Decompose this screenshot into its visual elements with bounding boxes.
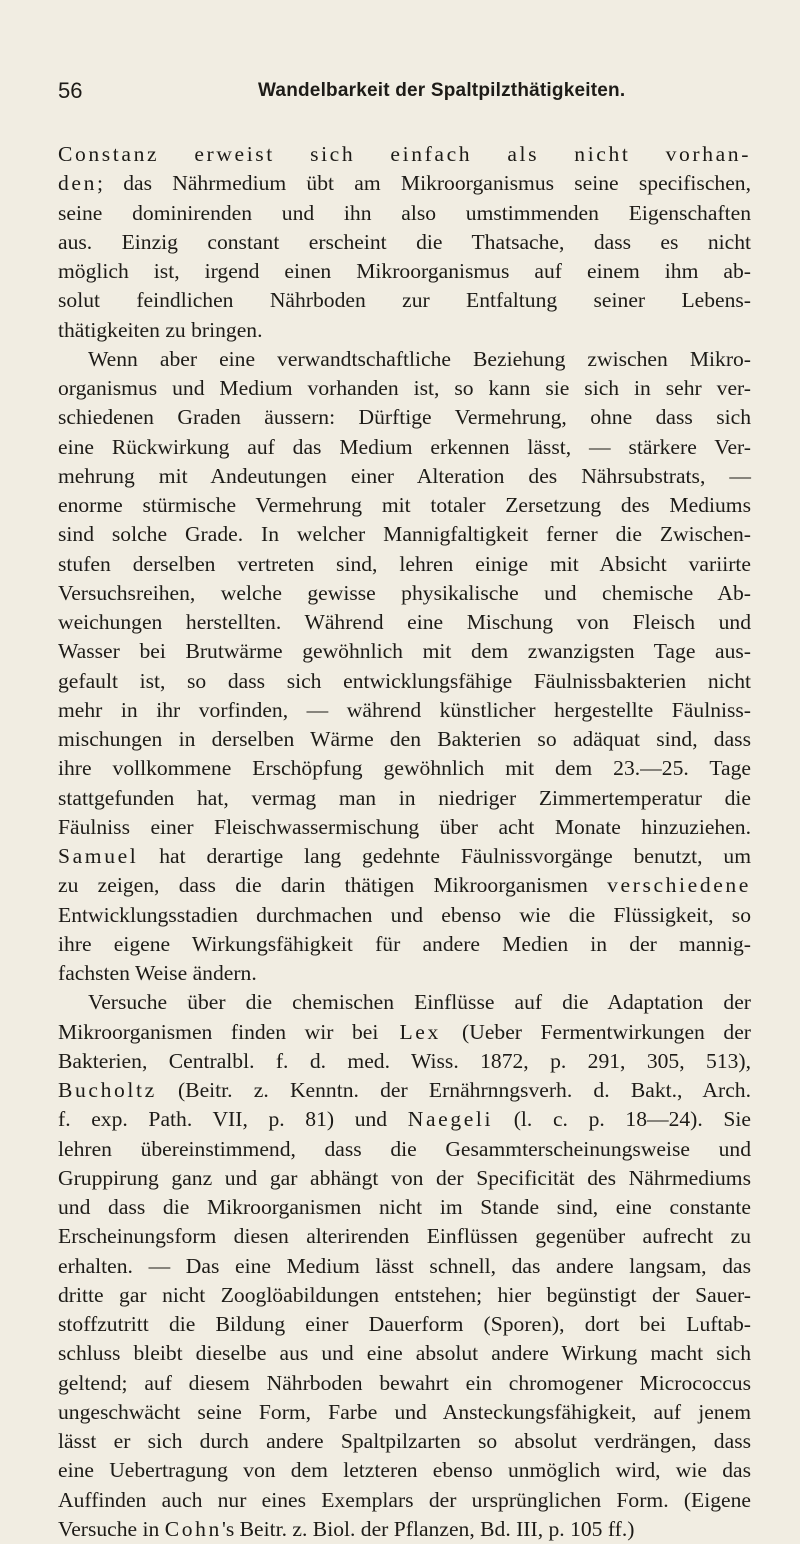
text-line: stoffzutritt die Bildung einer Dauerform (Sporen), dort bei Luftab- bbox=[58, 1312, 751, 1336]
text-line: zu zeigen, dass die darin thätigen Mikroorganismen verschiedene bbox=[58, 873, 751, 898]
text-line: eine Uebertragung von dem letzteren ebenso unmöglich wird, wie das bbox=[58, 1458, 751, 1483]
text-line: erhalten. — Das eine Medium lässt schnell, das andere langsam, das bbox=[58, 1253, 751, 1278]
running-title: Wandelbarkeit der Spaltpilzthätigkeiten. bbox=[258, 80, 626, 101]
text-line: enorme stürmische Vermehrung mit totaler Zersetzung des Mediums bbox=[58, 493, 751, 517]
text-line: geltend; auf diesem Nährboden bewahrt ein chromogener Micrococcus bbox=[58, 1370, 751, 1395]
text-line: Wasser bei Brutwärme gewöhnlich mit dem zwanzigsten Tage aus- bbox=[58, 639, 751, 664]
text-line: Entwicklungsstadien durchmachen und ebenso wie die Flüssigkeit, so bbox=[58, 902, 751, 927]
text-line: stufen derselben vertreten sind, lehren einige mit Absicht variirte bbox=[58, 551, 751, 576]
text-line: mehrung mit Andeutungen einer Alteration des Nährsubstrats, — bbox=[58, 463, 751, 488]
body-text bbox=[58, 140, 751, 1544]
text-line: ungeschwächt seine Form, Farbe und Ansteckungsfähigkeit, auf jenem bbox=[58, 1399, 751, 1424]
text-line: mehr in ihr vorfinden, — während künstlicher hergestellte Fäulniss- bbox=[58, 697, 751, 722]
text-line: Versuche in Cohn's Beitr. z. Biol. der Pflanzen, Bd. III, p. 105 ff.) bbox=[58, 1516, 635, 1541]
text-line: schiedenen Graden äussern: Dürftige Vermehrung, ohne dass sich bbox=[58, 405, 751, 430]
text-line: Samuel hat derartige lang gedehnte Fäulnissvorgänge benutzt, um bbox=[58, 844, 751, 868]
text-line: den; das Nährmedium übt am Mikroorganismus seine specifischen, bbox=[58, 171, 751, 196]
text-line: Auffinden auch nur eines Exemplars der ursprünglichen Form. (Eigene bbox=[58, 1487, 751, 1512]
text-line: Fäulniss einer Fleischwassermischung über acht Monate hinzuziehen. bbox=[58, 814, 751, 839]
text-line: ihre vollkommene Erschöpfung gewöhnlich mit dem 23.—25. Tage bbox=[58, 756, 751, 781]
text-line: Constanz erweist sich einfach als nicht vorhan- bbox=[58, 142, 751, 166]
text-line: und dass die Mikroorganismen nicht im Stande sind, eine constante bbox=[58, 1195, 751, 1219]
text-line: thätigkeiten zu bringen. bbox=[58, 317, 263, 342]
text-line: Bakterien, Centralbl. f. d. med. Wiss. 1872, p. 291, 305, 513), bbox=[58, 1048, 751, 1073]
text-line: f. exp. Path. VII, p. 81) und Naegeli (l. c. p. 18—24). Sie bbox=[58, 1107, 751, 1132]
text-line: stattgefunden hat, vermag man in niedriger Zimmertemperatur die bbox=[58, 785, 751, 810]
text-line: gefault ist, so dass sich entwicklungsfähige Fäulnissbakterien nicht bbox=[58, 668, 751, 693]
text-line: Mikroorganismen finden wir bei Lex (Ueber Fermentwirkungen der bbox=[58, 1019, 751, 1044]
text-line: Gruppirung ganz und gar abhängt von der Specificität des Nährmediums bbox=[58, 1165, 751, 1190]
text-line: Versuche über die chemischen Einflüsse auf die Adaptation der bbox=[88, 990, 751, 1015]
text-line: möglich ist, irgend einen Mikroorganismus auf einem ihm ab- bbox=[58, 259, 751, 283]
text-line: fachsten Weise ändern. bbox=[58, 961, 257, 985]
page-number: 56 bbox=[58, 78, 83, 103]
text-line: ihre eigene Wirkungsfähigkeit für andere Medien in der mannig- bbox=[58, 931, 751, 956]
text-line: mischungen in derselben Wärme den Bakterien so adäquat sind, dass bbox=[58, 727, 751, 751]
text-line: solut feindlichen Nährboden zur Entfaltung seiner Lebens- bbox=[58, 288, 751, 313]
text-line: schluss bleibt dieselbe aus und eine absolut andere Wirkung macht sich bbox=[58, 1341, 751, 1366]
text-line: sind solche Grade. In welcher Mannigfaltigkeit ferner die Zwischen- bbox=[58, 522, 751, 547]
text-line: Bucholtz (Beitr. z. Kenntn. der Ernährnngsverh. d. Bakt., Arch. bbox=[58, 1078, 751, 1102]
text-line: lässt er sich durch andere Spaltpilzarten so absolut verdrängen, dass bbox=[58, 1429, 751, 1453]
text-line: dritte gar nicht Zooglöabildungen entstehen; hier begünstigt der Sauer- bbox=[58, 1282, 751, 1307]
text-line: weichungen herstellten. Während eine Mischung von Fleisch und bbox=[58, 610, 751, 634]
text-line: lehren übereinstimmend, dass die Gesammterscheinungsweise und bbox=[58, 1136, 751, 1161]
text-line: seine dominirenden und ihn also umstimmenden Eigenschaften bbox=[58, 200, 751, 225]
text-line: Wenn aber eine verwandtschaftliche Beziehung zwischen Mikro- bbox=[88, 346, 751, 371]
text-line: Versuchsreihen, welche gewisse physikalische und chemische Ab- bbox=[58, 580, 751, 605]
running-head bbox=[58, 78, 758, 106]
text-line: aus. Einzig constant erscheint die Thatsache, dass es nicht bbox=[58, 229, 751, 254]
text-line: eine Rückwirkung auf das Medium erkennen lässt, — stärkere Ver- bbox=[58, 434, 751, 459]
text-line: Erscheinungsform diesen alterirenden Einflüssen gegenüber aufrecht zu bbox=[58, 1224, 751, 1249]
text-line: organismus und Medium vorhanden ist, so kann sie sich in sehr ver- bbox=[58, 376, 751, 400]
